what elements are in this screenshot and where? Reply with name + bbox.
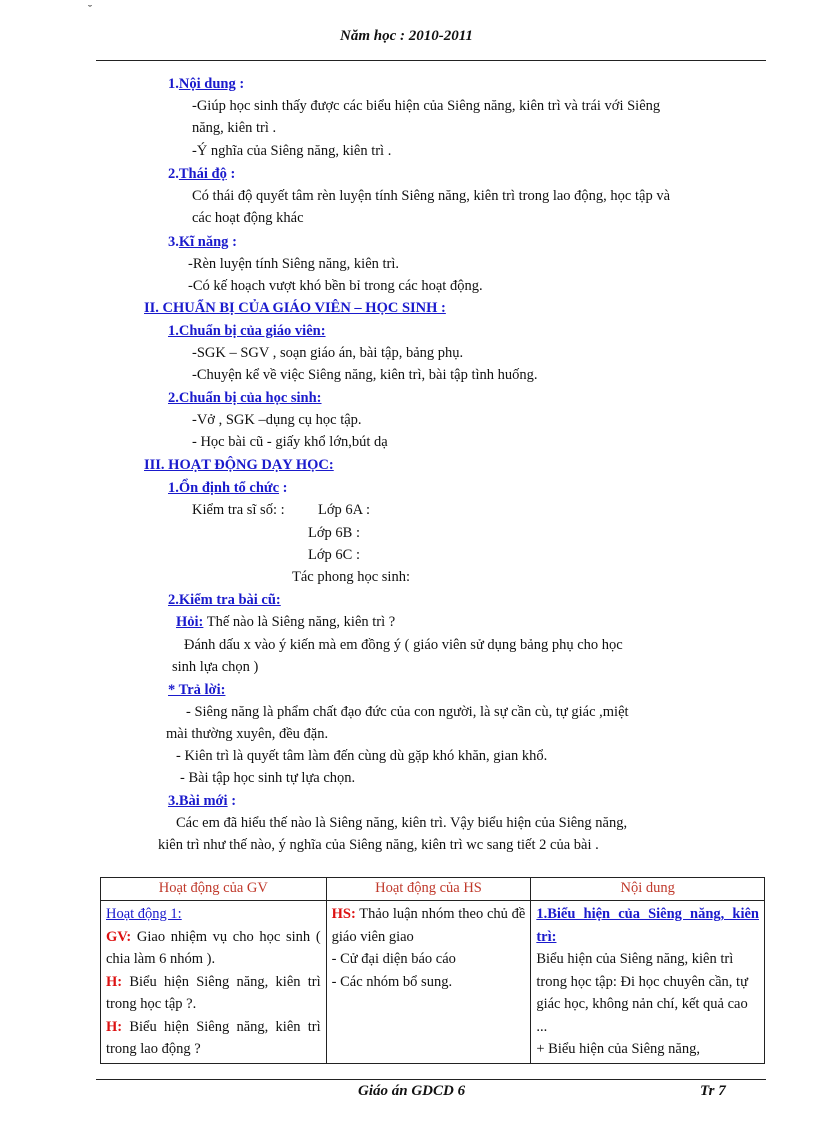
cell-noi-dung: [531, 901, 765, 1064]
footer-rule: [96, 1079, 766, 1080]
tac-phong: Tác phong học sinh:: [292, 569, 410, 585]
section-ki-nang-heading: 3.Kĩ năng :: [168, 234, 237, 250]
hoi-label: Hỏi:: [176, 614, 204, 630]
hs-report: - Cử đại diện báo cáo: [331, 951, 456, 967]
chuan-bi-hs-heading: 2.Chuẩn bị của học sinh:: [168, 390, 322, 406]
section-thai-do-heading: 2.Thái độ :: [168, 166, 236, 182]
thai-do-line-1: Có thái độ quyết tâm rèn luyện tính Siêng năng, kiên trì trong lao động, học tập và: [192, 188, 671, 204]
cell-hs: [326, 901, 531, 1064]
chuan-bi-gv-line-1: -SGK – SGV , soạn giáo án, bài tập, bảng phụ.: [192, 345, 464, 361]
danh-dau-line-1: Đánh dấu x vào ý kiến mà em đồng ý ( giáo viên sử dụng bảng phụ cho học: [184, 637, 623, 653]
bai-moi-heading: 3.Bài mới :: [168, 793, 237, 809]
col-header-gv: Hoạt động của GV: [101, 878, 327, 901]
corner-mark: ˘: [88, 2, 92, 16]
kiem-tra-si-so: Kiểm tra sĩ số: :: [192, 502, 285, 518]
bai-moi-line-1: Các em đã hiểu thế nào là Siêng năng, kiên trì. Vậy biểu hiện của Siêng năng,: [176, 815, 628, 831]
chuan-bi-gv-line-2: -Chuyện kể về việc Siêng năng, kiên trì, bài tập tình huống.: [192, 367, 538, 383]
table-row: [101, 901, 765, 1064]
page-number: Tr 7: [700, 1083, 726, 1099]
part-3-heading: III. HOẠT ĐỘNG DẠY HỌC:: [144, 457, 334, 473]
on-dinh-heading: 1.Ổn định tổ chức :: [168, 480, 288, 496]
chuan-bi-hs-line-2: - Học bài cũ - giấy khổ lớn,bút dạ: [192, 434, 388, 450]
ki-nang-line-1: -Rèn luyện tính Siêng năng, kiên trì.: [188, 256, 400, 272]
thai-do-line-2: các hoạt động khác: [192, 210, 304, 226]
noi-dung-line-2: năng, kiên trì .: [192, 120, 277, 136]
col-header-hs: Hoạt động của HS: [326, 878, 531, 901]
hs-discussion: HS: Thảo luận nhóm theo chủ đề giáo viên giao: [331, 906, 526, 945]
section-noi-dung-heading: 1.Nội dung :: [168, 76, 245, 92]
cell-gv: [101, 901, 327, 1064]
chuan-bi-hs-line-1: -Vở , SGK –dụng cụ học tập.: [192, 412, 362, 428]
noi-dung-text: Biểu hiện của Siêng năng, kiên trì trong học tập: Đi học chuyên cần, tự giác học, không nản chí, kết quả cao ...: [536, 951, 748, 1035]
noi-dung-line-3: -Ý nghĩa của Siêng năng, kiên trì .: [192, 143, 392, 159]
chuan-bi-gv-heading: 1.Chuẩn bị của giáo viên:: [168, 323, 326, 339]
question-1: H: Biểu hiện Siêng năng, kiên trì trong học tập ?.: [106, 973, 321, 1012]
tra-loi-heading: * Trả lời:: [168, 682, 226, 698]
bai-moi-line-2: kiên trì như thế nào, ý nghĩa của Siêng năng, kiên trì wc sang tiết 2 của bài .: [158, 837, 599, 853]
lop-6b: Lớp 6B :: [308, 525, 360, 541]
tra-loi-line-4: - Bài tập học sinh tự lựa chọn.: [180, 770, 356, 786]
noi-dung-plus: + Biểu hiện của Siêng năng,: [536, 1041, 700, 1057]
hoat-dong-1: Hoạt động 1:: [106, 906, 182, 922]
tra-loi-line-3: - Kiên trì là quyết tâm làm đến cùng dù gặp khó khăn, gian khổ.: [176, 748, 548, 764]
noi-dung-title: 1.Biểu hiện của Siêng năng, kiên trì:: [536, 906, 759, 945]
table-header-row: [101, 878, 765, 901]
col-header-noi-dung: Nội dung: [531, 878, 765, 901]
gv-task: GV: Giao nhiệm vụ cho học sinh ( chia làm 6 nhóm ).: [106, 928, 321, 967]
header-year: Năm học : 2010-2011: [340, 28, 473, 44]
question-2: H: Biểu hiện Siêng năng, kiên trì trong lao động ?: [106, 1018, 321, 1057]
ki-nang-line-2: -Có kế hoạch vượt khó bền bỉ trong các hoạt động.: [188, 278, 483, 294]
footer-title: Giáo án GDCD 6: [358, 1083, 466, 1099]
lop-6a: Lớp 6A :: [318, 502, 370, 518]
noi-dung-line-1: -Giúp học sinh thấy được các biểu hiện của Siêng năng, kiên trì và trái với Siêng: [192, 98, 661, 114]
hs-supplement: - Các nhóm bổ sung.: [331, 973, 453, 990]
tra-loi-line-1: - Siêng năng là phẩm chất đạo đức của con người, là sự cần cù, tự giác ,miệt: [186, 704, 629, 720]
tra-loi-line-2: mài thường xuyên, đều đặn.: [166, 726, 329, 742]
danh-dau-line-2: sinh lựa chọn ): [172, 659, 259, 675]
lop-6c: Lớp 6C :: [308, 547, 360, 563]
header-rule: [96, 60, 766, 61]
lesson-activity-table: [100, 877, 765, 1064]
part-2-heading: II. CHUẨN BỊ CỦA GIÁO VIÊN – HỌC SINH :: [144, 300, 446, 316]
kiem-tra-bai-cu-heading: 2.Kiểm tra bài cũ:: [168, 592, 281, 608]
hoi-line: Hỏi: Thế nào là Siêng năng, kiên trì ?: [176, 614, 396, 630]
